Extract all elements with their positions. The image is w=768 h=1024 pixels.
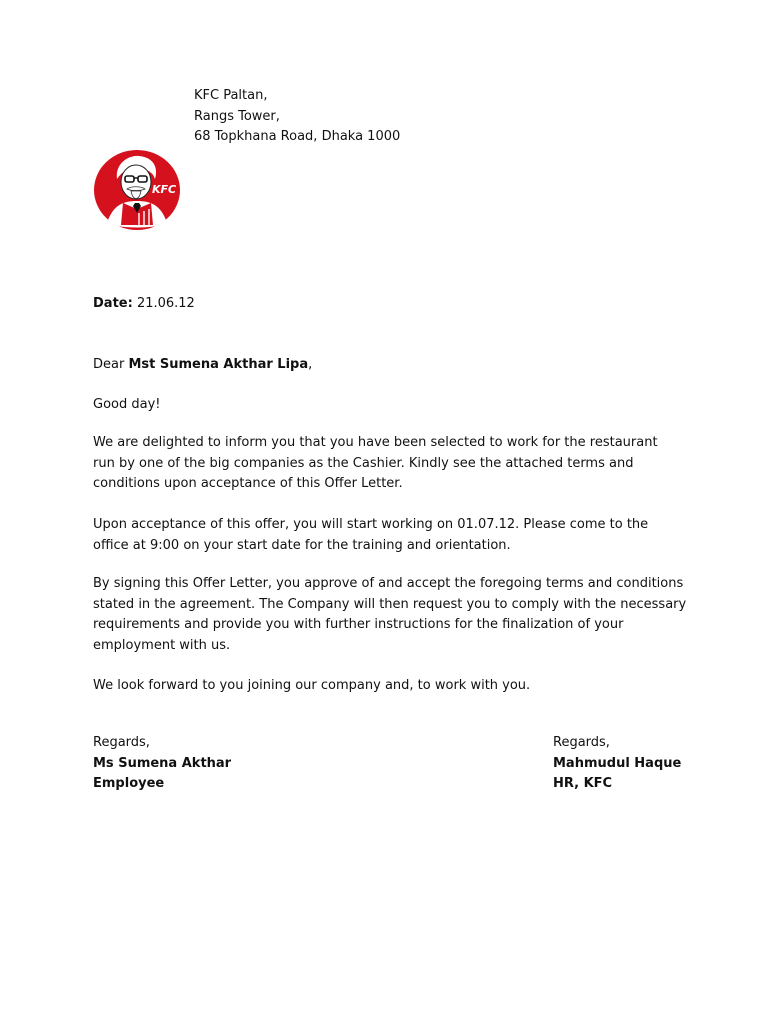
signature-right-regards: Regards, bbox=[553, 735, 610, 750]
body-paragraph-1 bbox=[93, 433, 693, 495]
signature-right bbox=[553, 733, 681, 795]
body-paragraph-3 bbox=[93, 574, 693, 656]
kfc-colonel-logo-icon bbox=[93, 149, 181, 231]
address-line-1: KFC Paltan, bbox=[194, 88, 268, 103]
paragraph-line: conditions upon acceptance of this Offer Letter. bbox=[93, 476, 403, 491]
paragraph-line: We are delighted to inform you that you have been selected to work for the restaurant bbox=[93, 435, 658, 450]
body-paragraph-2 bbox=[93, 515, 693, 556]
salutation-suffix: , bbox=[308, 357, 313, 372]
signature-right-title: HR, KFC bbox=[553, 776, 613, 791]
paragraph-line: office at 9:00 on your start date for the training and orientation. bbox=[93, 537, 511, 553]
signature-right-name: Mahmudul Haque bbox=[553, 755, 682, 771]
paragraph-line: requirements and provide you with further instructions for the finalization of your bbox=[93, 617, 624, 632]
address-line-2: Rangs Tower, bbox=[194, 109, 280, 124]
paragraph-line: run by one of the big companies as the Cashier. Kindly see the attached terms and bbox=[93, 455, 634, 471]
paragraph-line: We look forward to you joining our company and, to work with you. bbox=[93, 678, 531, 693]
recipient-name: Mst Sumena Akthar Lipa bbox=[128, 357, 309, 372]
date-value: 21.06.12 bbox=[136, 296, 195, 311]
salutation-prefix: Dear bbox=[93, 357, 125, 372]
paragraph-line: employment with us. bbox=[93, 637, 231, 653]
paragraph-line: stated in the agreement. The Company will then request you to comply with the necessary bbox=[93, 596, 687, 612]
date-label: Date: bbox=[93, 296, 133, 311]
paragraph-line: Upon acceptance of this offer, you will start working on 01.07.12. Please come to the bbox=[93, 517, 649, 532]
paragraph-line: By signing this Offer Letter, you approve of and accept the foregoing terms and conditions bbox=[93, 576, 684, 591]
kfc-logo bbox=[93, 149, 181, 231]
date-line bbox=[93, 294, 195, 315]
signature-left-regards: Regards, bbox=[93, 735, 150, 750]
signature-left-name: Ms Sumena Akthar bbox=[93, 755, 232, 771]
body-paragraph-4 bbox=[93, 676, 693, 697]
signature-left-title: Employee bbox=[93, 776, 165, 791]
address-line-3: 68 Topkhana Road, Dhaka 1000 bbox=[194, 129, 401, 144]
greeting: Good day! bbox=[93, 397, 161, 412]
kfc-logo-text: KFC bbox=[151, 183, 177, 196]
salutation bbox=[93, 355, 312, 376]
signature-left bbox=[93, 733, 231, 795]
